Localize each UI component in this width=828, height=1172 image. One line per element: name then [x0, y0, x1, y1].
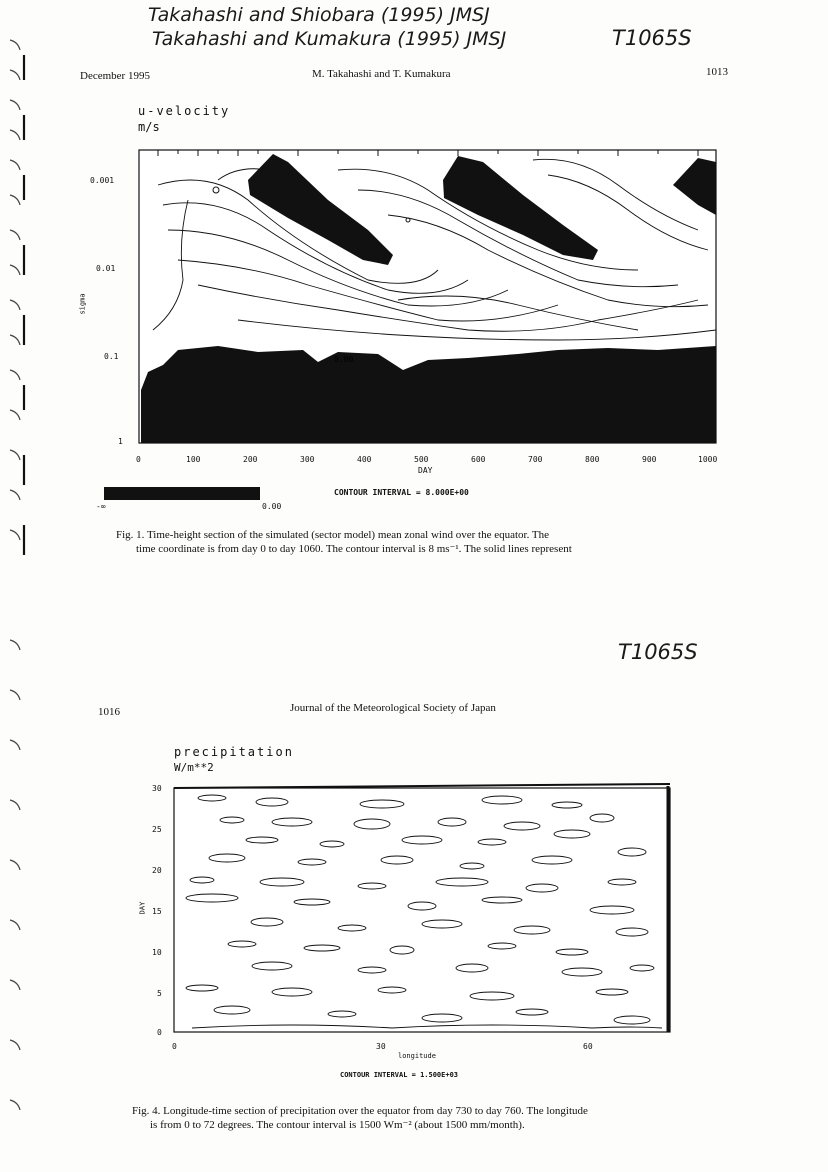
fig4-ytick-5: 5: [157, 989, 162, 998]
handwritten-note-1: Takahashi and Shiobara (1995) JMSJ: [148, 4, 490, 26]
fig1-units: m/s: [138, 120, 160, 134]
handwritten-code-mid: T1065S: [618, 640, 698, 664]
fig4-ytick-25: 25: [152, 825, 162, 834]
fig1-negative-lower: [141, 346, 716, 443]
fig1-xlabel: DAY: [418, 466, 433, 475]
fig4-ytick-30: 30: [152, 784, 162, 793]
fig1-colorbar: [104, 487, 260, 500]
fig1-ytick-1: 0.01: [96, 264, 116, 273]
fig4-caption-line1: Fig. 4. Longitude-time section of precipitation over the equator from day 730 to day 760. The longitude: [132, 1105, 588, 1117]
fig1-xtick-7: 700: [528, 455, 543, 464]
fig4-caption-line2: is from 0 to 72 degrees. The contour interval is 1500 Wm⁻² (about 1500 mm/month).: [150, 1119, 525, 1131]
fig1-title: u-velocity: [138, 104, 231, 118]
fig1-plot: [138, 140, 718, 445]
fig1-ytick-3: 1: [118, 437, 123, 446]
fig1-xtick-10: 1000: [698, 455, 718, 464]
fig4-units: W/m**2: [174, 761, 214, 774]
fig1-ylabel: sigma: [78, 293, 87, 315]
fig1-colorbar-min: -∞: [96, 502, 106, 511]
fig1-xtick-9: 900: [642, 455, 657, 464]
page1-header-left: December 1995: [80, 70, 150, 82]
fig1-ytick-0: 0.001: [90, 176, 115, 185]
fig4-plot: [172, 782, 674, 1034]
fig4-ytick-15: 15: [152, 907, 162, 916]
fig4-title: precipitation: [174, 745, 294, 759]
fig1-xtick-6: 600: [471, 455, 486, 464]
fig4-xlabel: longitude: [398, 1052, 436, 1060]
fig1-contour-label: 0.00: [334, 355, 354, 364]
page2-header-center: Journal of the Meteorological Society of Japan: [290, 702, 496, 714]
fig4-ylabel: DAY: [138, 901, 147, 915]
page1-header-right: 1013: [706, 66, 728, 78]
fig4-xtick-60: 60: [583, 1042, 593, 1051]
fig1-colorbar-max: 0.00: [262, 502, 282, 511]
fig1-xtick-4: 400: [357, 455, 372, 464]
fig4-ytick-10: 10: [152, 948, 162, 957]
fig4-xtick-0: 0: [172, 1042, 177, 1051]
page1-header-center: M. Takahashi and T. Kumakura: [312, 68, 451, 80]
fig1-contour-interval: CONTOUR INTERVAL = 8.000E+00: [334, 488, 469, 497]
binder-holes: [0, 0, 30, 1167]
fig4-contour-interval: CONTOUR INTERVAL = 1.500E+03: [340, 1071, 459, 1079]
fig1-xtick-3: 300: [300, 455, 315, 464]
fig1-xtick-8: 800: [585, 455, 600, 464]
fig4-xtick-30: 30: [376, 1042, 386, 1051]
fig1-xtick-5: 500: [414, 455, 429, 464]
fig4-ytick-20: 20: [152, 866, 162, 875]
handwritten-code-top: T1065S: [612, 26, 692, 50]
fig4-ytick-0: 0: [157, 1028, 162, 1037]
fig1-ytick-2: 0.1: [104, 352, 119, 361]
handwritten-note-2: Takahashi and Kumakura (1995) JMSJ: [152, 28, 507, 50]
fig1-xtick-2: 200: [243, 455, 258, 464]
fig1-caption-line1: Fig. 1. Time-height section of the simulated (sector model) mean zonal wind over the equator. The: [116, 529, 549, 541]
fig1-caption-line2: time coordinate is from day 0 to day 1060. The contour interval is 8 ms⁻¹. The solid lines represent: [136, 543, 572, 555]
page2-header-left: 1016: [98, 706, 120, 718]
fig1-xtick-0: 0: [136, 455, 141, 464]
fig1-xtick-1: 100: [186, 455, 201, 464]
binder-hole-marks: [0, 0, 30, 1167]
